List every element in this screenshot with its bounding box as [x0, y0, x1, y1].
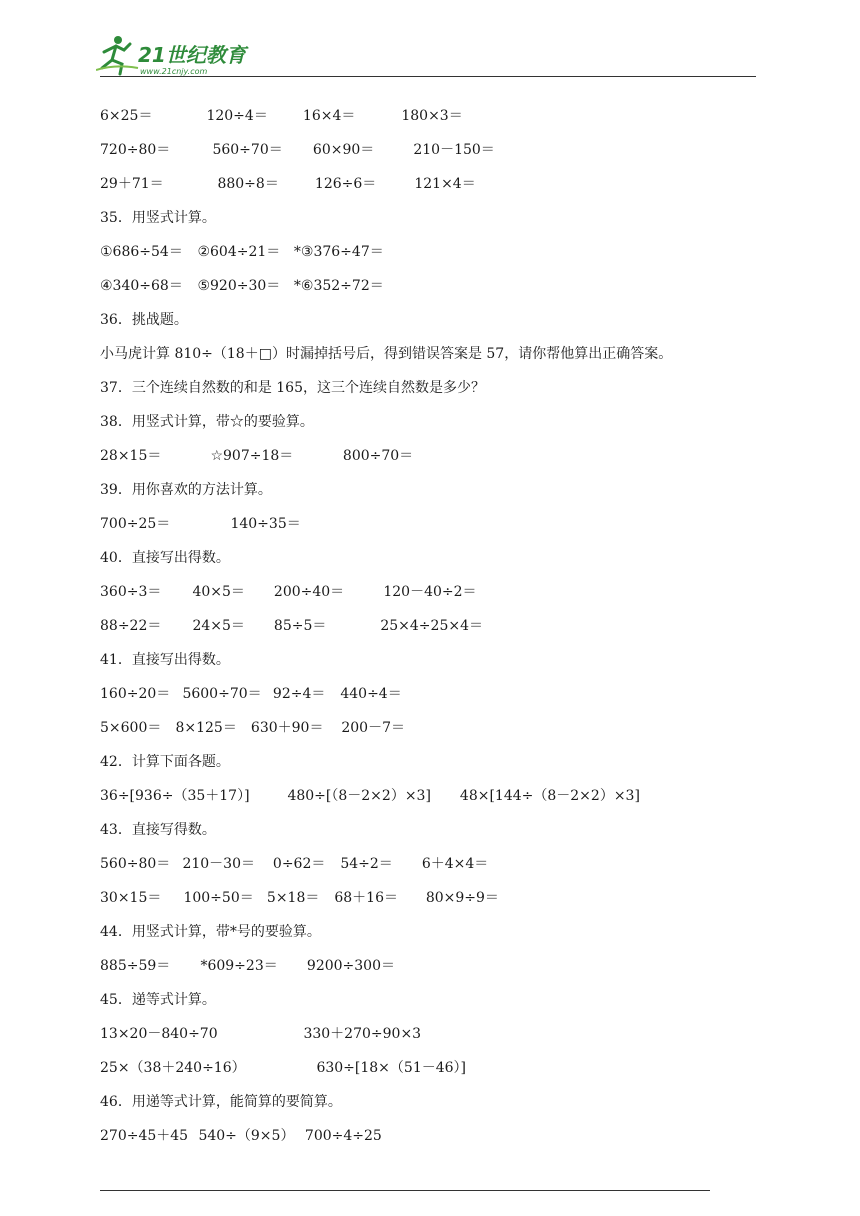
expression: 8×125＝ [175, 720, 237, 736]
expression: 560÷80＝ [100, 856, 171, 872]
question-title [100, 818, 760, 852]
logo-main-text: 21世纪教育 [138, 43, 246, 67]
expression-row [100, 104, 760, 138]
expression: ⑤920÷30＝ [197, 278, 281, 294]
expression-row [100, 240, 760, 274]
expression-row [100, 512, 760, 546]
expression: ④340÷68＝ [100, 278, 183, 294]
question-text: 42．计算下面各题。 [100, 754, 230, 770]
expression: 630＋90＝ [250, 720, 324, 736]
expression: 85÷5＝ [273, 618, 327, 634]
expression: ②604÷21＝ [197, 244, 281, 260]
expression: 68＋16＝ [334, 890, 398, 906]
expression: 180×3＝ [401, 108, 463, 124]
expression: 440÷4＝ [340, 686, 402, 702]
expression: 200÷40＝ [273, 584, 345, 600]
question-text: 41．直接写出得数。 [100, 652, 230, 668]
expression: 100÷50＝ [183, 890, 254, 906]
expression: 6×25＝ [100, 108, 153, 124]
expression: 120－40÷2＝ [383, 584, 477, 600]
expression-row [100, 716, 760, 750]
expression: 9200÷300＝ [306, 958, 395, 974]
expression: 28×15＝ [100, 448, 162, 464]
expression-row [100, 852, 760, 886]
expression-row [100, 1124, 760, 1158]
expression: 121×4＝ [414, 176, 476, 192]
question-title [100, 1090, 760, 1124]
expression: 885÷59＝ [100, 958, 171, 974]
question-text: 46．用递等式计算，能简算的要简算。 [100, 1094, 342, 1110]
expression-row [100, 682, 760, 716]
expression-row [100, 444, 760, 478]
expression: 630÷[18×（51－46）] [316, 1060, 467, 1076]
question-text: 43．直接写得数。 [100, 822, 216, 838]
expression: 48×[144÷（8－2×2）×3] [459, 788, 640, 804]
expression: 800÷70＝ [342, 448, 414, 464]
question-title [100, 750, 760, 784]
expression: *609÷23＝ [200, 958, 278, 974]
expression: 330＋270÷90×3 [303, 1026, 422, 1042]
expression: 60×90＝ [312, 142, 375, 158]
expression-row [100, 784, 760, 818]
footer-rule [100, 1190, 710, 1191]
question-text: 37．三个连续自然数的和是 165，这三个连续自然数是多少？ [100, 380, 485, 396]
expression: 880÷8＝ [217, 176, 279, 192]
expression: 40×5＝ [192, 584, 245, 600]
question-text: 35．用竖式计算。 [100, 210, 216, 226]
expression: 54÷2＝ [340, 856, 393, 872]
expression-row [100, 886, 760, 920]
expression: 36÷[936÷（35＋17）] [100, 788, 250, 804]
expression: 210－150＝ [413, 142, 495, 158]
expression: 360÷3＝ [100, 584, 162, 600]
expression: 24×5＝ [192, 618, 245, 634]
page-header [0, 0, 860, 80]
expression-row [100, 274, 760, 308]
expression: 29＋71＝ [100, 176, 164, 192]
question-title [100, 648, 760, 682]
expression-row [100, 1022, 760, 1056]
expression: 5×18＝ [266, 890, 320, 906]
expression: 16×4＝ [302, 108, 356, 124]
question-title [100, 546, 760, 580]
expression: 120÷4＝ [206, 108, 268, 124]
question-title [100, 308, 760, 342]
question-title [100, 410, 760, 444]
expression: 92÷4＝ [272, 686, 326, 702]
expression: 700÷4÷25 [304, 1128, 382, 1144]
question-title [100, 376, 760, 410]
expression-row [100, 614, 760, 648]
expression: 480÷[（8－2×2）×3] [287, 788, 431, 804]
expression: 6＋4×4＝ [421, 856, 489, 872]
question-title [100, 478, 760, 512]
expression: 200－7＝ [341, 720, 405, 736]
expression-row [100, 1056, 760, 1090]
expression: 5×600＝ [100, 720, 162, 736]
question-body [100, 342, 760, 376]
expression: 80×9÷9＝ [425, 890, 499, 906]
expression: *⑥352÷72＝ [293, 278, 384, 294]
expression: 0÷62＝ [272, 856, 326, 872]
expression: 140÷35＝ [230, 516, 301, 532]
question-title [100, 988, 760, 1022]
expression: ①686÷54＝ [100, 244, 183, 260]
question-text: 38．用竖式计算，带☆的要验算。 [100, 414, 314, 430]
running-figure-icon [96, 36, 138, 74]
expression: 5600÷70＝ [182, 686, 262, 702]
expression: 25×4÷25×4＝ [380, 618, 483, 634]
question-text: 39．用你喜欢的方法计算。 [100, 482, 272, 498]
expression: 700÷25＝ [100, 516, 171, 532]
expression: 126÷6＝ [314, 176, 377, 192]
expression: 25×（38＋240÷16） [100, 1060, 246, 1076]
expression-row [100, 138, 760, 172]
question-text: 小马虎计算 810÷（18＋□）时漏掉括号后，得到错误答案是 57，请你帮他算出正确答案。 [100, 346, 673, 362]
expression: 88÷22＝ [100, 618, 162, 634]
expression: ☆907÷18＝ [210, 448, 294, 464]
expression: 13×20－840÷70 [100, 1026, 218, 1042]
site-logo [96, 34, 266, 78]
expression: 210－30＝ [182, 856, 255, 872]
expression: 720÷80＝ [100, 142, 171, 158]
expression-row [100, 954, 760, 988]
question-text: 40．直接写出得数。 [100, 550, 230, 566]
expression-row [100, 580, 760, 614]
expression: 560÷70＝ [212, 142, 283, 158]
question-title [100, 206, 760, 240]
expression: *③376÷47＝ [293, 244, 384, 260]
question-title [100, 920, 760, 954]
document-body [100, 104, 760, 1158]
expression: 540÷（9×5） [198, 1128, 295, 1144]
header-rule [100, 76, 756, 77]
question-text: 36．挑战题。 [100, 312, 188, 328]
expression: 160÷20＝ [100, 686, 171, 702]
expression: 270÷45＋45 [100, 1128, 189, 1144]
expression: 30×15＝ [100, 890, 162, 906]
expression-row [100, 172, 760, 206]
logo-url-text: www.21cnjy.com [140, 67, 208, 76]
question-text: 45．递等式计算。 [100, 992, 216, 1008]
question-text: 44．用竖式计算，带*号的要验算。 [100, 924, 321, 940]
